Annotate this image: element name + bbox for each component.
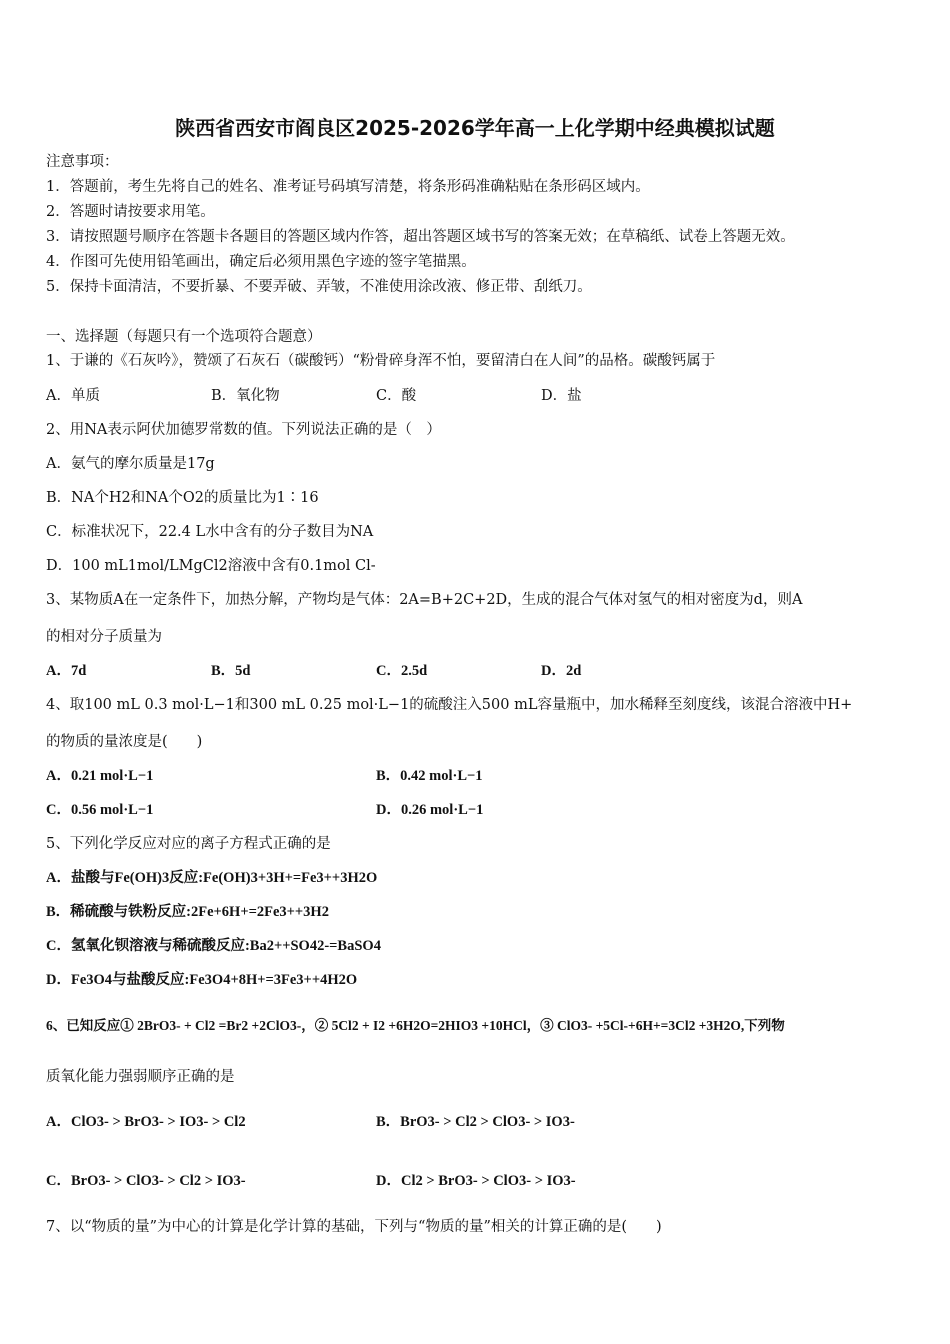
q2-option-a: A．氨气的摩尔质量是17g <box>46 456 215 472</box>
q4-stem-line1: 4、取100 mL 0.3 mol·L−1和300 mL 0.25 mol·L−1的硫酸注入500 mL容量瓶中，加水稀释至刻度线，该混合溶液中H+ <box>46 697 853 713</box>
notice-item-3: 3．请按照题号顺序在答题卡各题目的答题区域内作答，超出答题区域书写的答案无效；在草稿纸、试卷上答题无效。 <box>46 229 795 245</box>
exam-title: 陕西省西安市阎良区2025-2026学年高一上化学期中经典模拟试题 <box>175 116 775 140</box>
q3-option-c: C．2.5d <box>376 663 428 679</box>
q1-stem: 1、于谦的《石灰吟》，赞颂了石灰石（碳酸钙）“粉骨碎身浑不怕，要留清白在人间”的品格。碳酸钙属于 <box>46 353 716 369</box>
q6-option-b: B．BrO3- > Cl2 > ClO3- > IO3- <box>376 1114 575 1130</box>
q4-stem-line2: 的物质的量浓度是( ) <box>46 734 203 750</box>
q2-stem: 2、用NA表示阿伏加德罗常数的值。下列说法正确的是（ ） <box>46 422 441 438</box>
q3-stem-line1: 3、某物质A在一定条件下，加热分解，产物均是气体：2A=B+2C+2D，生成的混合气体对氢气的相对密度为d，则A <box>46 592 803 608</box>
q1-option-c: C．酸 <box>376 388 417 404</box>
q6-stem-line1: 6、已知反应① 2BrO3- + Cl2 =Br2 +2ClO3-，② 5Cl2 + I2 +6H2O=2HIO3 +10HCl，③ ClO3- +5Cl-+6H+=3Cl2 +3H2O,下列物 <box>46 1018 785 1033</box>
q3-option-b: B．5d <box>211 663 251 679</box>
q2-option-c: C．标准状况下，22.4 L水中含有的分子数目为NA <box>46 524 374 540</box>
notice-item-5: 5．保持卡面清洁，不要折暴、不要弄破、弄皱，不准使用涂改液、修正带、刮纸刀。 <box>46 279 592 295</box>
q6-option-a: A．ClO3- > BrO3- > IO3- > Cl2 <box>46 1114 246 1130</box>
notice-item-1: 1．答题前，考生先将自己的姓名、准考证号码填写清楚，将条形码准确粘贴在条形码区域内。 <box>46 179 650 195</box>
q1-option-b: B．氧化物 <box>211 388 280 404</box>
q2-option-b: B．NA个H2和NA个O2的质量比为1∶16 <box>46 490 319 506</box>
q3-option-a: A．7d <box>46 663 87 679</box>
q4-option-c: C．0.56 mol·L−1 <box>46 802 154 818</box>
q3-option-d: D．2d <box>541 663 582 679</box>
q7-stem: 7、以“物质的量”为中心的计算是化学计算的基础，下列与“物质的量”相关的计算正确的是( ) <box>46 1219 662 1235</box>
q2-option-d: D．100 mL1mol/LMgCl2溶液中含有0.1mol Cl- <box>46 558 376 574</box>
notice-item-2: 2．答题时请按要求用笔。 <box>46 204 215 220</box>
q5-stem: 5、下列化学反应对应的离子方程式正确的是 <box>46 836 331 852</box>
q4-option-b: B．0.42 mol·L−1 <box>376 768 483 784</box>
q6-stem-line2: 质氧化能力强弱顺序正确的是 <box>46 1069 235 1085</box>
q4-option-a: A．0.21 mol·L−1 <box>46 768 154 784</box>
section-heading: 一、选择题（每题只有一个选项符合题意） <box>46 329 322 345</box>
q4-option-d: D．0.26 mol·L−1 <box>376 802 484 818</box>
q6-option-d: D．Cl2 > BrO3- > ClO3- > IO3- <box>376 1173 576 1189</box>
q1-option-d: D．盐 <box>541 388 582 404</box>
notice-item-4: 4．作图可先使用铅笔画出，确定后必须用黑色字迹的签字笔描黑。 <box>46 254 476 270</box>
q5-option-b: B．稀硫酸与铁粉反应:2Fe+6H+=2Fe3++3H2 <box>46 904 329 920</box>
notice-heading: 注意事项： <box>46 154 119 170</box>
q5-option-c: C．氢氧化钡溶液与稀硫酸反应:Ba2++SO42-=BaSO4 <box>46 938 381 954</box>
q6-option-c: C．BrO3- > ClO3- > Cl2 > IO3- <box>46 1173 246 1189</box>
q1-option-a: A．单质 <box>46 388 100 404</box>
q5-option-d: D．Fe3O4与盐酸反应:Fe3O4+8H+=3Fe3++4H2O <box>46 972 358 988</box>
q3-stem-line2: 的相对分子质量为 <box>46 629 162 645</box>
q5-option-a: A．盐酸与Fe(OH)3反应:Fe(OH)3+3H+=Fe3++3H2O <box>46 870 378 886</box>
